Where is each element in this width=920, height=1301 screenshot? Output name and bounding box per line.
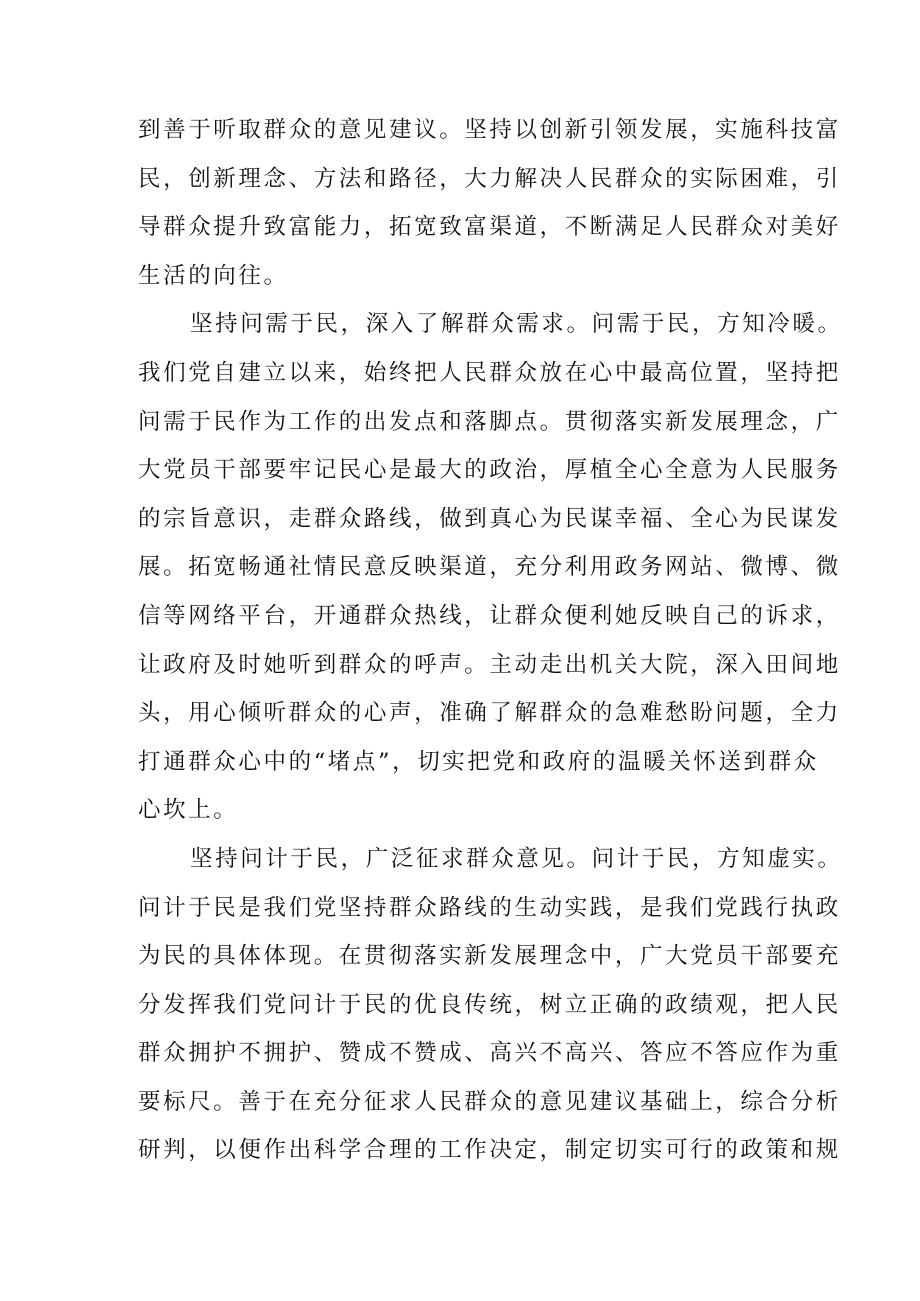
text-line: 头，用心倾听群众的心声，准确了解群众的急难愁盼问题，全力 bbox=[138, 700, 841, 727]
text-line: 导群众提升致富能力，拓宽致富渠道，不断满足人民群众对美好 bbox=[138, 214, 841, 241]
text-line: 研判，以便作出科学合理的工作决定，制定切实可行的政策和规 bbox=[138, 1137, 841, 1164]
text-line: 大党员干部要牢记民心是最大的政治，厚植全心全意为人民服务 bbox=[138, 457, 841, 484]
text-line: 生活的向往。 bbox=[138, 262, 289, 289]
paragraph-heading-line: 坚持问计于民，广泛征求群众意见。问计于民，方知虚实。 bbox=[190, 845, 843, 872]
text-line: 打通群众心中的“堵点”，切实把党和政府的温暖关怀送到群众 bbox=[138, 748, 819, 775]
paragraph-heading-line: 坚持问需于民，深入了解群众需求。问需于民，方知冷暖。 bbox=[190, 311, 843, 338]
document-body bbox=[138, 106, 843, 1175]
text-line: 展。拓宽畅通社情民意反映渠道，充分利用政务网站、微博、微 bbox=[138, 554, 841, 581]
text-line: 让政府及时她听到群众的呼声。主动走出机关大院，深入田间地 bbox=[138, 651, 841, 678]
text-line: 要标尺。善于在充分征求人民群众的意见建议基础上，综合分析 bbox=[138, 1088, 841, 1115]
text-line: 分发挥我们党问计于民的优良传统，树立正确的政绩观，把人民 bbox=[138, 991, 841, 1018]
text-line: 的宗旨意识，走群众路线，做到真心为民谋幸福、全心为民谋发 bbox=[138, 505, 841, 532]
text-line: 群众拥护不拥护、赞成不赞成、高兴不高兴、答应不答应作为重 bbox=[138, 1040, 841, 1067]
text-line: 民，创新理念、方法和路径，大力解决人民群众的实际困难，引 bbox=[138, 165, 841, 192]
text-line: 心坎上。 bbox=[138, 797, 239, 824]
text-line: 我们党自建立以来，始终把人民群众放在心中最高位置，坚持把 bbox=[138, 359, 841, 386]
text-line: 为民的具体体现。在贯彻落实新发展理念中，广大党员干部要充 bbox=[138, 943, 841, 970]
text-line: 问需于民作为工作的出发点和落脚点。贯彻落实新发展理念，广 bbox=[138, 408, 841, 435]
text-line: 信等网络平台，开通群众热线，让群众便利她反映自己的诉求， bbox=[138, 602, 841, 629]
text-line: 问计于民是我们党坚持群众路线的生动实践，是我们党践行执政 bbox=[138, 894, 841, 921]
text-line: 到善于听取群众的意见建议。坚持以创新引领发展，实施科技富 bbox=[138, 117, 841, 143]
